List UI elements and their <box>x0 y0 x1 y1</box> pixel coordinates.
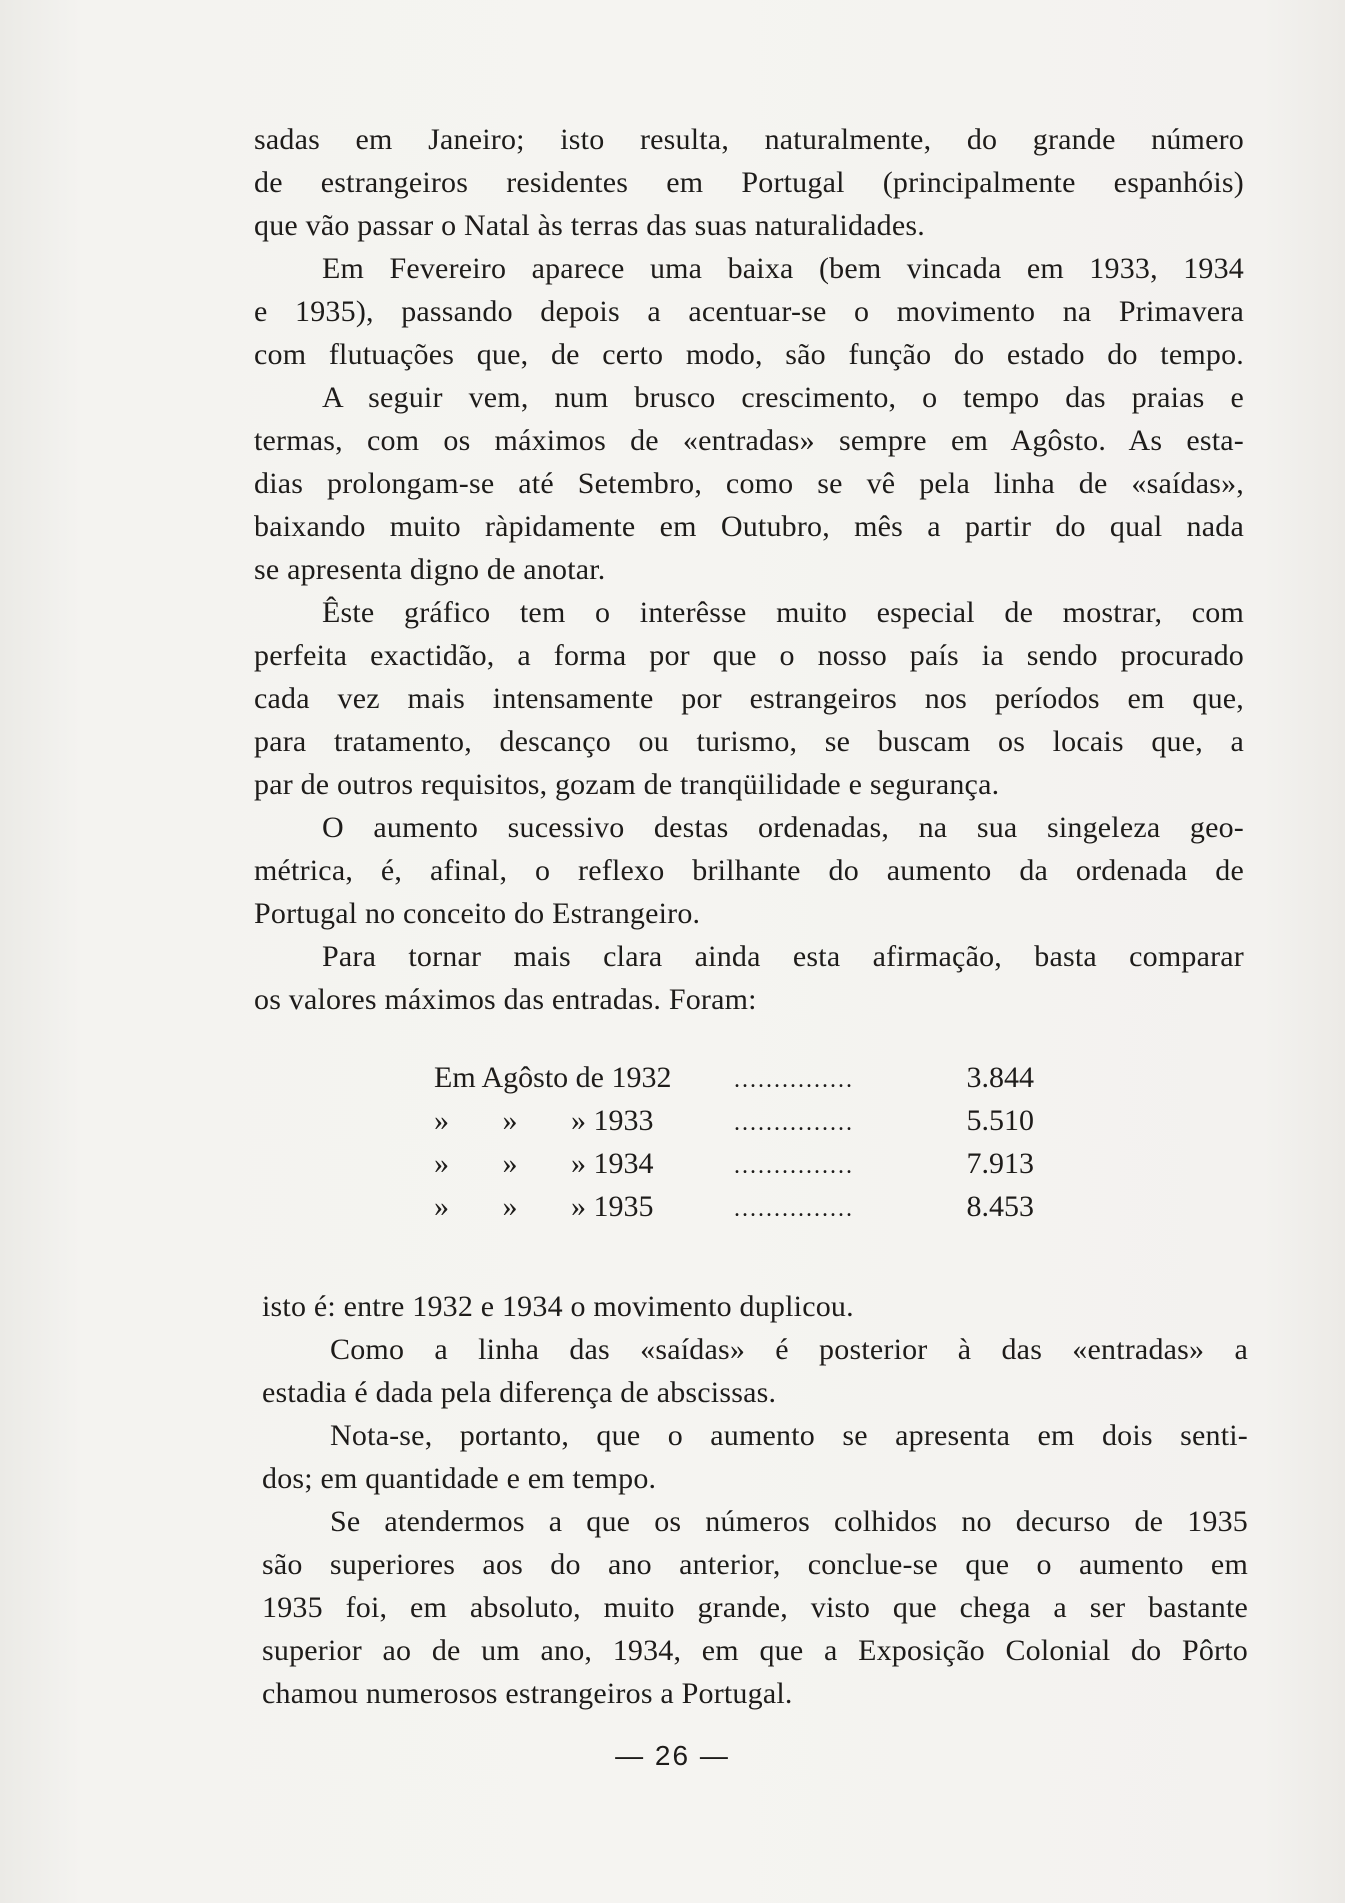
text-line: se apresenta digno de anotar. <box>254 553 606 586</box>
paragraph <box>254 935 1244 1021</box>
text-line: Nota-se, portanto, que o aumento se apresenta em dois senti- <box>330 1419 1248 1452</box>
row-prefix <box>434 1099 734 1142</box>
row-prefix <box>434 1056 734 1099</box>
text-line: chamou numerosos estrangeiros a Portugal. <box>262 1677 793 1710</box>
row-value: 7.913 <box>966 1147 1034 1180</box>
text-line: Para tornar mais clara ainda esta afirmação, basta comparar <box>322 940 1244 973</box>
text-line: e 1935), passando depois a acentuar-se o movimento na Primavera <box>254 295 1244 328</box>
paragraph <box>262 1285 1248 1328</box>
text-line: são superiores aos do ano anterior, conclue-se que o aumento em <box>262 1548 1248 1581</box>
leader-dots: ............... <box>734 1067 854 1093</box>
text-line: perfeita exactidão, a forma por que o nosso país ia sendo procurado <box>254 639 1244 672</box>
table-row <box>434 1056 1074 1099</box>
paragraph <box>262 1328 1248 1414</box>
text-line: estadia é dada pela diferença de abscissas. <box>262 1376 777 1409</box>
row-year: 1933 <box>593 1104 654 1137</box>
text-line: O aumento sucessivo destas ordenadas, na sua singeleza geo- <box>322 811 1244 844</box>
text-line: Portugal no conceito do Estrangeiro. <box>254 897 701 930</box>
text-block-bottom <box>262 1285 1248 1715</box>
text-line: dias prolongam-se até Setembro, como se vê pela linha de «saídas», <box>254 467 1244 500</box>
text-line: par de outros requisitos, gozam de tranqüilidade e segurança. <box>254 768 1000 801</box>
page-number: — 26 — <box>615 1740 730 1771</box>
text-line: com flutuações que, de certo modo, são função do estado do tempo. <box>254 338 1244 371</box>
row-prefix-text: » » » <box>434 1147 586 1180</box>
row-value: 5.510 <box>966 1104 1034 1137</box>
text-line: isto é: entre 1932 e 1934 o movimento duplicou. <box>262 1290 854 1323</box>
row-prefix-text: » » » <box>434 1190 586 1223</box>
text-line: Se atendermos a que os números colhidos no decurso de 1935 <box>330 1505 1248 1538</box>
leader-dots: ............... <box>734 1196 854 1222</box>
row-prefix <box>434 1142 734 1185</box>
text-line: A seguir vem, num brusco crescimento, o tempo das praias e <box>322 381 1244 414</box>
text-line: de estrangeiros residentes em Portugal (principalmente espanhóis) <box>254 166 1244 199</box>
text-line: superior ao de um ano, 1934, em que a Exposição Colonial do Pôrto <box>262 1634 1248 1667</box>
row-year: 1932 <box>611 1061 672 1094</box>
paragraph <box>254 118 1244 247</box>
row-year: 1935 <box>593 1190 654 1223</box>
text-line: Em Fevereiro aparece uma baixa (bem vincada em 1933, 1934 <box>322 252 1244 285</box>
leader-dots: ............... <box>734 1110 854 1136</box>
text-line: métrica, é, afinal, o reflexo brilhante do aumento da ordenada de <box>254 854 1244 887</box>
row-prefix-text: » » » <box>434 1104 586 1137</box>
text-line: Êste gráfico tem o interêsse muito especial de mostrar, com <box>322 596 1244 629</box>
paragraph <box>262 1414 1248 1500</box>
text-line: sadas em Janeiro; isto resulta, naturalmente, do grande número <box>254 123 1244 156</box>
text-line: dos; em quantidade e em tempo. <box>262 1462 657 1495</box>
paragraph <box>254 806 1244 935</box>
text-line: para tratamento, descanço ou turismo, se buscam os locais que, a <box>254 725 1244 758</box>
entries-table <box>434 1056 1074 1228</box>
row-value: 8.453 <box>966 1190 1034 1223</box>
leader-dots: ............... <box>734 1153 854 1179</box>
row-value: 3.844 <box>966 1061 1034 1094</box>
text-line: cada vez mais intensamente por estrangeiros nos períodos em que, <box>254 682 1244 715</box>
paragraph <box>254 376 1244 591</box>
text-line: Como a linha das «saídas» é posterior à das «entradas» a <box>330 1333 1248 1366</box>
row-prefix <box>434 1185 734 1228</box>
table-row <box>434 1142 1074 1185</box>
row-year: 1934 <box>593 1147 654 1180</box>
text-line: os valores máximos das entradas. Foram: <box>254 983 757 1016</box>
text-line: que vão passar o Natal às terras das suas naturalidades. <box>254 209 925 242</box>
paragraph <box>254 591 1244 806</box>
row-prefix-text: Em Agôsto de <box>434 1061 604 1094</box>
text-line: termas, com os máximos de «entradas» sempre em Agôsto. As esta- <box>254 424 1244 457</box>
paragraph <box>254 247 1244 376</box>
text-line: 1935 foi, em absoluto, muito grande, visto que chega a ser bastante <box>262 1591 1248 1624</box>
text-line: baixando muito ràpidamente em Outubro, mês a partir do qual nada <box>254 510 1244 543</box>
paragraph <box>262 1500 1248 1715</box>
text-block-top <box>254 118 1244 1021</box>
table-row <box>434 1185 1074 1228</box>
table-row <box>434 1099 1074 1142</box>
